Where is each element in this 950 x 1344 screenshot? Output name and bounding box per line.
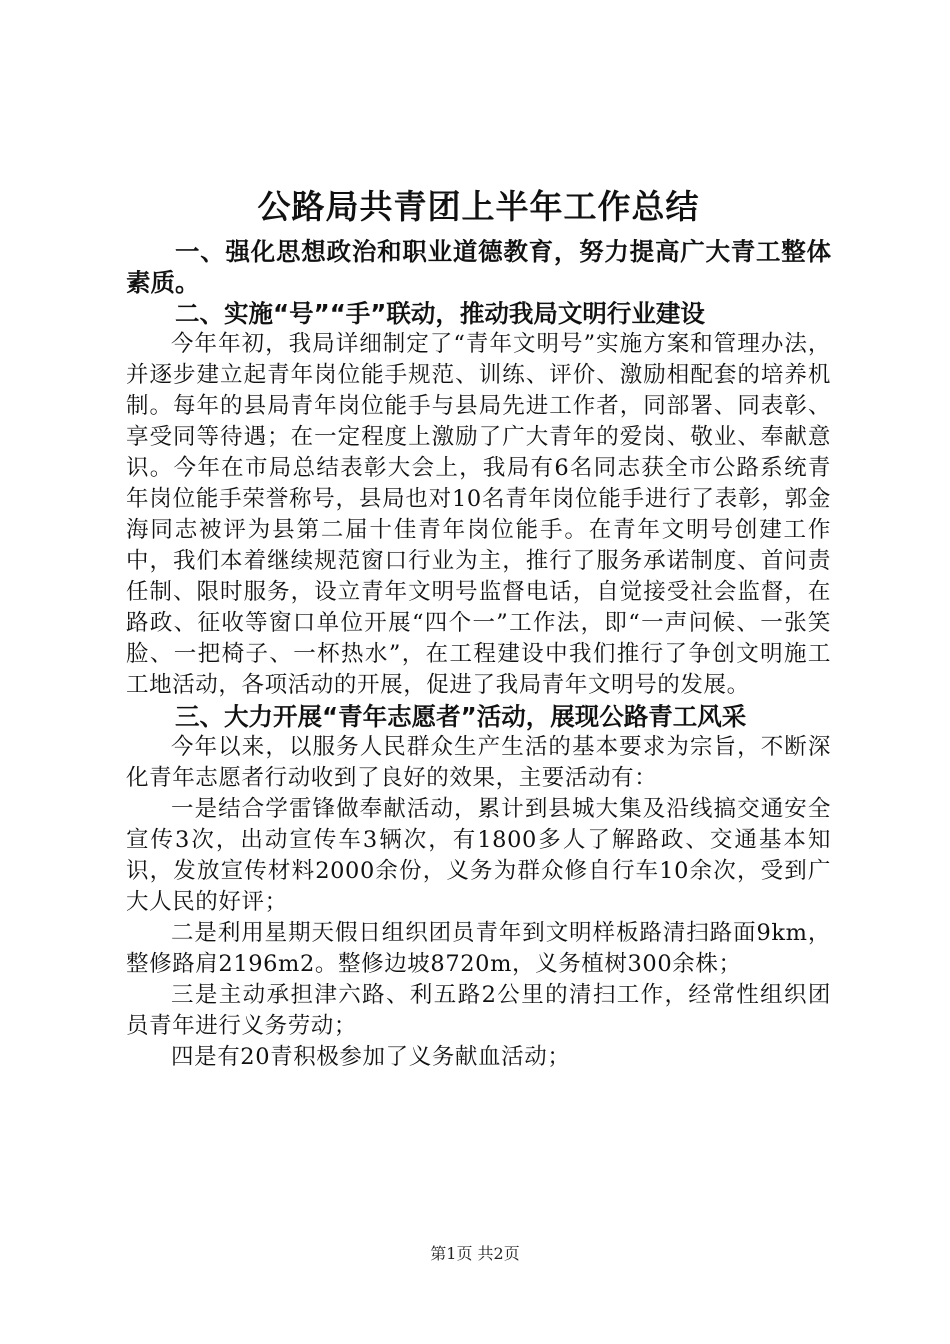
paragraph-activity-1: 一是结合学雷锋做奉献活动，累计到县城大集及沿线搞交通安全宣传3次，出动宣传车3辆次，有1800多人了解路政、交通基本知识，发放宣传材料2000余份，义务为群众修自行车10余次，受到广大人民的好评； — [126, 796, 831, 915]
paragraph-civilization-post: 今年年初，我局详细制定了“青年文明号”实施方案和管理办法，并逐步建立起青年岗位能手规范、训练、评价、激励相配套的培养机制。每年的县局青年岗位能手与县局先进工作者，同部署、同表彰、享受同等待遇；在一定程度上激励了广大青年的爱岗、敬业、奉献意识。今年在市局总结表彰大会上，我局有6名同志获全市公路系统青年岗位能手荣誉称号，县局也对10名青年岗位能手进行了表彰，郭金海同志被评为县第二届十佳青年岗位能手。在青年文明号创建工作中，我们本着继续规范窗口行业为主，推行了服务承诺制度、首问责任制、限时服务，设立青年文明号监督电话，自觉接受社会监督，在路政、征收等窗口单位开展“四个一”工作法，即“一声问候、一张笑脸、一把椅子、一杯热水”，在工程建设中我们推行了争创文明施工工地活动，各项活动的开展，促进了我局青年文明号的发展。 — [126, 331, 831, 698]
paragraph-activity-2: 二是利用星期天假日组织团员青年到文明样板路清扫路面9km，整修路肩2196m2。整修边坡8720m，义务植树300余株； — [126, 920, 831, 977]
document-body — [126, 182, 831, 1073]
section-heading-3: 三、大力开展“青年志愿者”活动，展现公路青工风采 — [175, 702, 747, 731]
paragraph-volunteer-intro: 今年以来，以服务人民群众生产生活的基本要求为宗旨，不断深化青年志愿者行动收到了良好的效果，主要活动有： — [126, 734, 831, 791]
section-heading-2: 二、实施“号”“手”联动，推动我局文明行业建设 — [175, 299, 705, 328]
section-heading-1: 一、强化思想政治和职业道德教育，努力提高广大青工整体素质。 — [126, 237, 831, 297]
page-footer: 第1页 共2页 — [430, 1244, 520, 1263]
paragraph-activity-3: 三是主动承担津六路、利五路2公里的清扫工作，经常性组织团员青年进行义务劳动； — [126, 982, 831, 1039]
document-title: 公路局共青团上半年工作总结 — [257, 187, 700, 226]
paragraph-activity-4: 四是有20青积极参加了义务献血活动； — [171, 1044, 571, 1070]
